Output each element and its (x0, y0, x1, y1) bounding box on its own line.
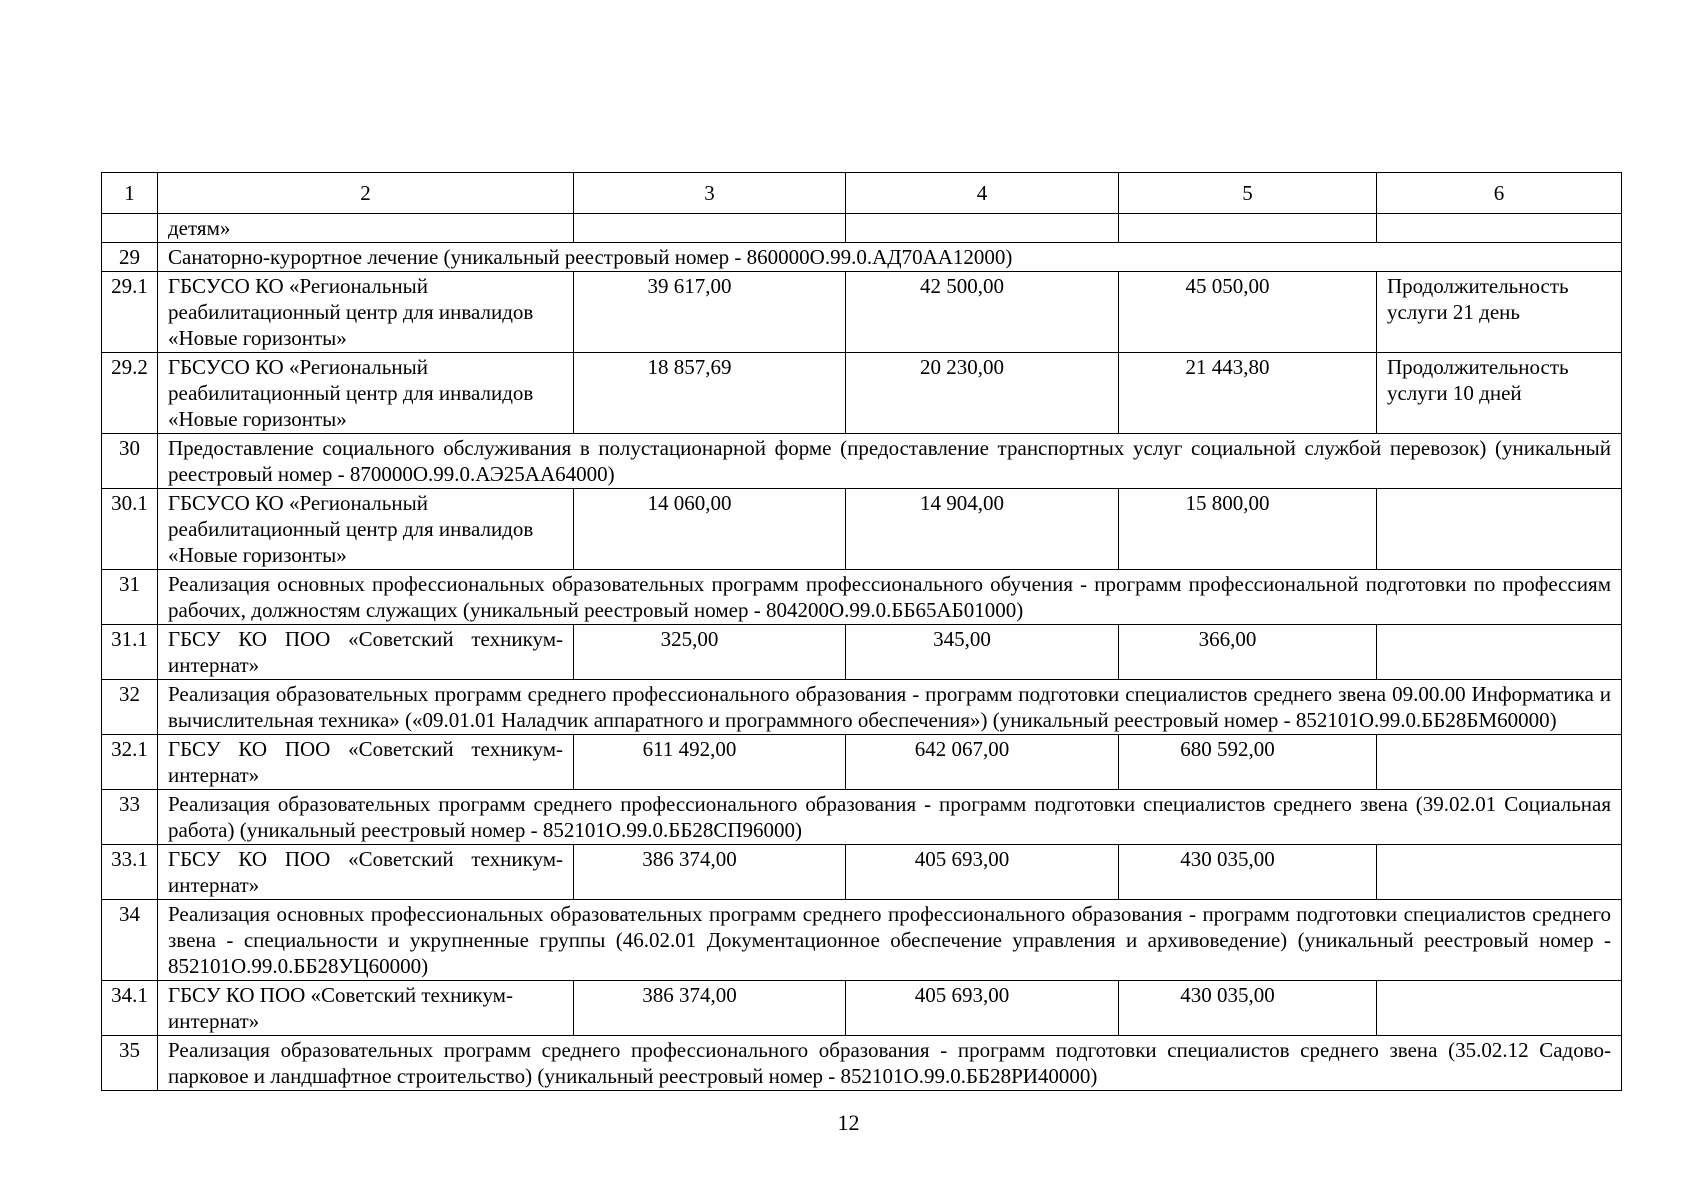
section-row (102, 243, 1622, 272)
value-col-3: 386 374,00 (574, 845, 846, 900)
section-description: Реализация основных профессиональных образовательных программ среднего профессионального образования - программ подготовки специалистов среднего звена - специальности и укрупненные группы (46.02.01 Документационное обеспечение управления и архивоведение) (уникальный реестровый номер - 852101О.99.0.ББ28УЦ60000) (158, 900, 1622, 981)
header-row (102, 173, 1622, 214)
value-cell (846, 214, 1119, 243)
value-col-5: 15 800,00 (1119, 489, 1377, 570)
row-number: 31.1 (102, 625, 158, 680)
page-number: 12 (837, 1110, 860, 1135)
organization-name: ГБСУ КО ПОО «Советский техникум-интернат» (158, 981, 574, 1036)
section-row (102, 1036, 1622, 1091)
value-col-4: 20 230,00 (846, 353, 1119, 434)
value-col-3: 325,00 (574, 625, 846, 680)
column-header: 3 (574, 173, 846, 214)
section-description: Реализация основных профессиональных образовательных программ профессионального обучения - программ профессиональной подготовки по профессиям рабочих, должностям служащих (уникальный реестровый номер - 804200О.99.0.ББ65АБ01000) (158, 570, 1622, 625)
organization-name: ГБСУСО КО «Региональный реабилитационный центр для инвалидов «Новые горизонты» (158, 272, 574, 353)
table-row (102, 845, 1622, 900)
note-cell (1377, 845, 1622, 900)
table-row (102, 981, 1622, 1036)
section-number: 32 (102, 680, 158, 735)
organization-name: ГБСУ КО ПОО «Советский техникум-интернат» (158, 845, 574, 900)
value-col-4: 642 067,00 (846, 735, 1119, 790)
row-number: 34.1 (102, 981, 158, 1036)
organization-name: ГБСУ КО ПОО «Советский техникум-интернат» (158, 735, 574, 790)
organization-name: ГБСУСО КО «Региональный реабилитационный центр для инвалидов «Новые горизонты» (158, 353, 574, 434)
value-col-5: 366,00 (1119, 625, 1377, 680)
section-description: Реализация образовательных программ среднего профессионального образования - программ подготовки специалистов среднего звена (39.02.01 Социальная работа) (уникальный реестровый номер - 852101О.99.0.ББ28СП96000) (158, 790, 1622, 845)
row-number: 29.1 (102, 272, 158, 353)
value-col-5: 680 592,00 (1119, 735, 1377, 790)
table-row (102, 272, 1622, 353)
continuation-text: детям» (158, 214, 574, 243)
column-header: 6 (1377, 173, 1622, 214)
value-col-3: 18 857,69 (574, 353, 846, 434)
section-row (102, 900, 1622, 981)
section-row (102, 434, 1622, 489)
row-number: 33.1 (102, 845, 158, 900)
section-number: 29 (102, 243, 158, 272)
value-cell (1119, 214, 1377, 243)
section-number: 33 (102, 790, 158, 845)
column-header: 1 (102, 173, 158, 214)
value-col-4: 14 904,00 (846, 489, 1119, 570)
value-col-5: 430 035,00 (1119, 981, 1377, 1036)
table-body (102, 173, 1622, 1091)
table-row (102, 625, 1622, 680)
value-col-4: 405 693,00 (846, 845, 1119, 900)
value-col-5: 21 443,80 (1119, 353, 1377, 434)
note-cell (1377, 214, 1622, 243)
note-cell (1377, 489, 1622, 570)
column-header: 2 (158, 173, 574, 214)
section-number: 35 (102, 1036, 158, 1091)
value-cell (574, 214, 846, 243)
value-col-5: 45 050,00 (1119, 272, 1377, 353)
section-description: Реализация образовательных программ среднего профессионального образования - программ подготовки специалистов среднего звена (35.02.12 Садово-парковое и ландшафтное строительство) (уникальный реестровый номер - 852101О.99.0.ББ28РИ40000) (158, 1036, 1622, 1091)
tariff-table (101, 172, 1622, 1091)
column-header: 4 (846, 173, 1119, 214)
section-description: Санаторно-курортное лечение (уникальный реестровый номер - 860000О.99.0.АД70АА12000) (158, 243, 1622, 272)
value-col-4: 42 500,00 (846, 272, 1119, 353)
row-number: 32.1 (102, 735, 158, 790)
value-col-3: 386 374,00 (574, 981, 846, 1036)
column-header: 5 (1119, 173, 1377, 214)
section-row (102, 680, 1622, 735)
section-row (102, 570, 1622, 625)
note-cell (1377, 981, 1622, 1036)
row-number (102, 214, 158, 243)
continuation-row (102, 214, 1622, 243)
row-number: 30.1 (102, 489, 158, 570)
value-col-4: 345,00 (846, 625, 1119, 680)
section-number: 34 (102, 900, 158, 981)
value-col-3: 39 617,00 (574, 272, 846, 353)
organization-name: ГБСУСО КО «Региональный реабилитационный центр для инвалидов «Новые горизонты» (158, 489, 574, 570)
table-row (102, 489, 1622, 570)
table-row (102, 735, 1622, 790)
value-col-3: 611 492,00 (574, 735, 846, 790)
section-number: 30 (102, 434, 158, 489)
row-number: 29.2 (102, 353, 158, 434)
section-number: 31 (102, 570, 158, 625)
note-cell: Продолжительность услуги 21 день (1377, 272, 1622, 353)
section-description: Реализация образовательных программ среднего профессионального образования - программ подготовки специалистов среднего звена 09.00.00 Информатика и вычислительная техника» («09.01.01 Наладчик аппаратного и программного обеспечения») (уникальный реестровый номер - 852101О.99.0.ББ28БМ60000) (158, 680, 1622, 735)
organization-name: ГБСУ КО ПОО «Советский техникум-интернат» (158, 625, 574, 680)
section-description: Предоставление социального обслуживания в полустационарной форме (предоставление транспортных услуг социальной службой перевозок) (уникальный реестровый номер - 870000О.99.0.АЭ25АА64000) (158, 434, 1622, 489)
note-cell (1377, 625, 1622, 680)
section-row (102, 790, 1622, 845)
value-col-4: 405 693,00 (846, 981, 1119, 1036)
table-row (102, 353, 1622, 434)
value-col-3: 14 060,00 (574, 489, 846, 570)
value-col-5: 430 035,00 (1119, 845, 1377, 900)
note-cell: Продолжительность услуги 10 дней (1377, 353, 1622, 434)
note-cell (1377, 735, 1622, 790)
